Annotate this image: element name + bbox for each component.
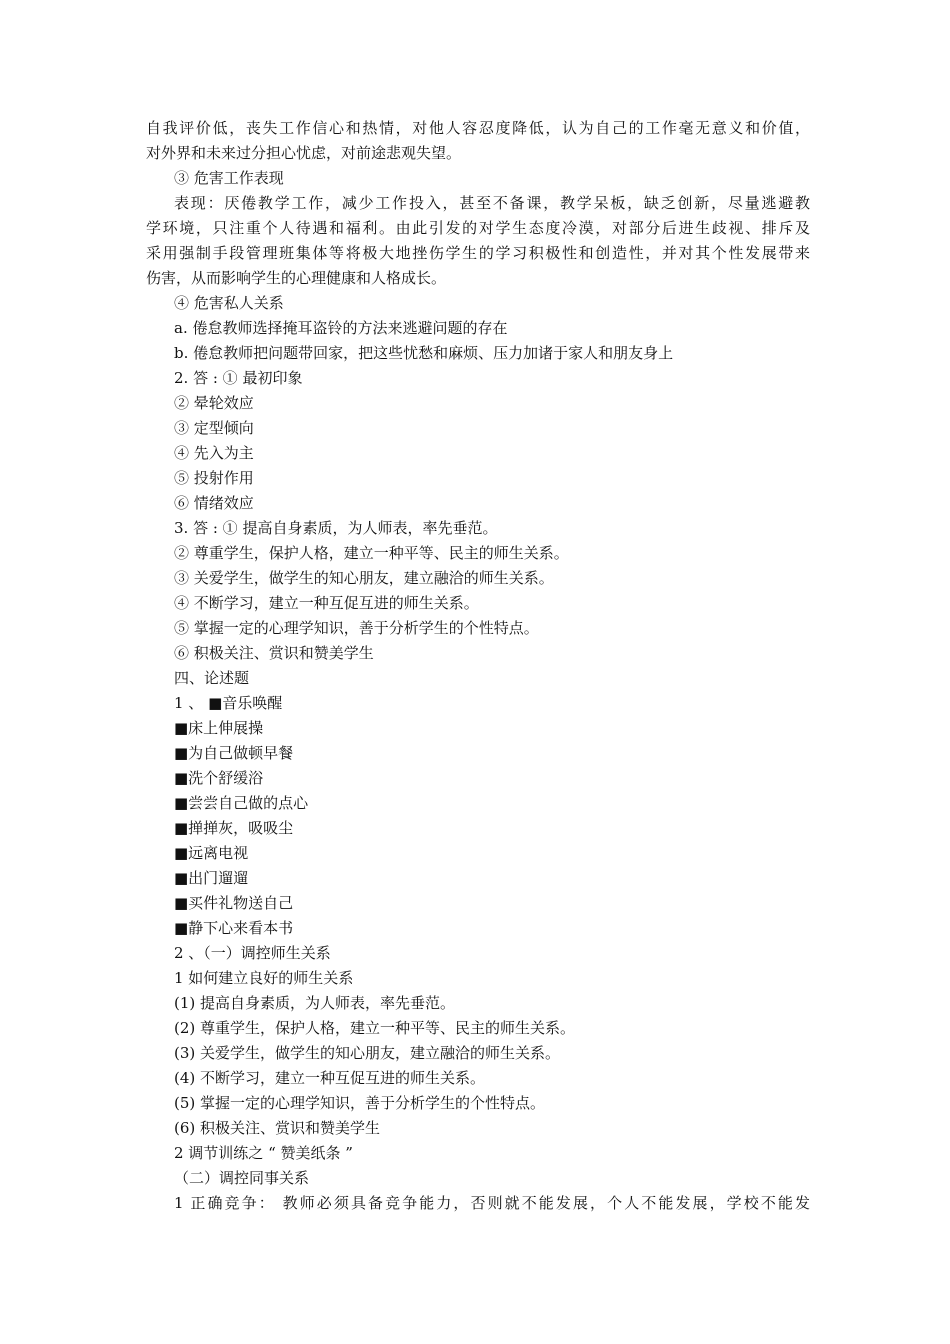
list-item: ③ 定型倾向 xyxy=(174,419,254,437)
answer-heading: 2. 答 : ① 最初印象 xyxy=(174,369,303,387)
list-item: ⑤ 投射作用 xyxy=(174,469,254,487)
list-item: (5) 掌握一定的心理学知识，善于分析学生的个性特点。 xyxy=(174,1094,546,1112)
text-line: 表现：厌倦教学工作，减少工作投入，甚至不备课，教学呆板，缺乏创新，尽量逃避教 xyxy=(174,194,810,212)
bullet-item: ■床上伸展操 xyxy=(174,719,264,737)
bullet-item: ■为自己做顿早餐 xyxy=(174,744,294,762)
bullet-item: ■掸掸灰，吸吸尘 xyxy=(174,819,294,837)
list-item: ④ 不断学习，建立一种互促互进的师生关系。 xyxy=(174,594,479,612)
list-heading: ③ 危害工作表现 xyxy=(174,169,284,187)
list-heading: ④ 危害私人关系 xyxy=(174,294,284,312)
list-item: b. 倦怠教师把问题带回家，把这些忧愁和麻烦、压力加诸于家人和朋友身上 xyxy=(174,344,674,362)
section-heading: 四、论述题 xyxy=(174,669,250,687)
list-item: (6) 积极关注、赏识和赞美学生 xyxy=(174,1119,381,1137)
bullet-item: ■出门遛遛 xyxy=(174,869,249,887)
bullet-item: ■洗个舒缓浴 xyxy=(174,769,264,787)
list-item: ② 尊重学生，保护人格，建立一种平等、民主的师生关系。 xyxy=(174,544,569,562)
text-line: 学环境，只注重个人待遇和福利。由此引发的对学生态度冷漠，对部分后进生歧视、排斥及 xyxy=(146,219,810,237)
bullet-item: ■尝尝自己做的点心 xyxy=(174,794,309,812)
text-line: 对外界和未来过分担心忧虑，对前途悲观失望。 xyxy=(146,144,462,162)
list-item: ④ 先入为主 xyxy=(174,444,254,462)
bullet-item: ■远离电视 xyxy=(174,844,249,862)
subsection-heading: 1 如何建立良好的师生关系 xyxy=(174,969,354,987)
list-item: (2) 尊重学生，保护人格，建立一种平等、民主的师生关系。 xyxy=(174,1019,576,1037)
text-line: 1 正确竞争： 教师必须具备竞争能力，否则就不能发展，个人不能发展，学校不能发 xyxy=(174,1194,810,1212)
text-line: 伤害，从而影响学生的心理健康和人格成长。 xyxy=(146,269,447,287)
answer-heading: 3. 答 : ① 提高自身素质，为人师表，率先垂范。 xyxy=(174,519,498,537)
list-item: ⑥ 情绪效应 xyxy=(174,494,254,512)
list-item: (3) 关爱学生，做学生的知心朋友，建立融洽的师生关系。 xyxy=(174,1044,561,1062)
list-item: ⑥ 积极关注、赏识和赞美学生 xyxy=(174,644,374,662)
subsection-heading: （二）调控同事关系 xyxy=(174,1169,310,1187)
list-item: (1) 提高自身素质，为人师表，率先垂范。 xyxy=(174,994,456,1012)
list-item: (4) 不断学习，建立一种互促互进的师生关系。 xyxy=(174,1069,486,1087)
subsection-heading: 2 、（一）调控师生关系 xyxy=(174,944,331,962)
text-line: 自我评价低，丧失工作信心和热情，对他人容忍度降低，认为自己的工作毫无意义和价值， xyxy=(146,119,810,137)
list-item: a. 倦怠教师选择掩耳盗铃的方法来逃避问题的存在 xyxy=(174,319,508,337)
bullet-item: 1 、 ■音乐唤醒 xyxy=(174,694,283,712)
list-item: ③ 关爱学生，做学生的知心朋友，建立融洽的师生关系。 xyxy=(174,569,554,587)
subsection-heading: 2 调节训练之 “ 赞美纸条 ” xyxy=(174,1144,353,1162)
bullet-item: ■静下心来看本书 xyxy=(174,919,294,937)
text-line: 采用强制手段管理班集体等将极大地挫伤学生的学习积极性和创造性，并对其个性发展带来 xyxy=(146,244,810,262)
list-item: ⑤ 掌握一定的心理学知识，善于分析学生的个性特点。 xyxy=(174,619,539,637)
bullet-item: ■买件礼物送自己 xyxy=(174,894,294,912)
list-item: ② 晕轮效应 xyxy=(174,394,254,412)
